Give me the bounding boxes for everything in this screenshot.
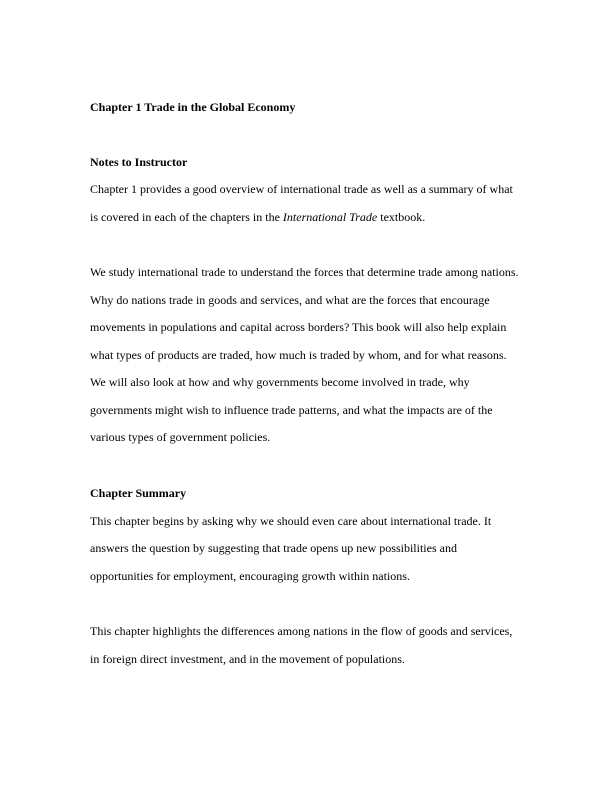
notes-para1-line1: Chapter 1 provides a good overview of international trade as well as a summary of what (90, 182, 513, 196)
summary-heading: Chapter Summary (90, 486, 187, 500)
notes-para1-line2-post: textbook. (377, 210, 426, 224)
summary-para1-line: opportunities for employment, encouraging growth within nations. (90, 569, 410, 583)
summary-para1-line: This chapter begins by asking why we should even care about international trade. It (90, 514, 492, 528)
notes-heading: Notes to Instructor (90, 155, 188, 169)
notes-para2-line: We study international trade to understand the forces that determine trade among nations. (90, 265, 519, 279)
summary-para2-line: This chapter highlights the differences among nations in the flow of goods and services, (90, 624, 513, 638)
notes-para2-line: what types of products are traded, how much is traded by whom, and for what reasons. (90, 348, 507, 362)
chapter-title: Chapter 1 Trade in the Global Economy (90, 100, 296, 114)
notes-para2-line: We will also look at how and why governments become involved in trade, why (90, 375, 470, 389)
notes-para2-line: various types of government policies. (90, 430, 271, 444)
summary-para2-line: in foreign direct investment, and in the movement of populations. (90, 652, 405, 666)
book-title-italic: International Trade (282, 210, 378, 224)
notes-para2-line: Why do nations trade in goods and services, and what are the forces that encourage (90, 293, 490, 307)
notes-para2-line: governments might wish to influence trade patterns, and what the impacts are of the (90, 403, 493, 417)
notes-para1-line2 (90, 210, 425, 224)
notes-para2-line: movements in populations and capital across borders? This book will also help explain (90, 320, 507, 334)
summary-para1-line: answers the question by suggesting that trade opens up new possibilities and (90, 541, 457, 555)
notes-para1-line2-pre: is covered in each of the chapters in the (90, 210, 283, 224)
